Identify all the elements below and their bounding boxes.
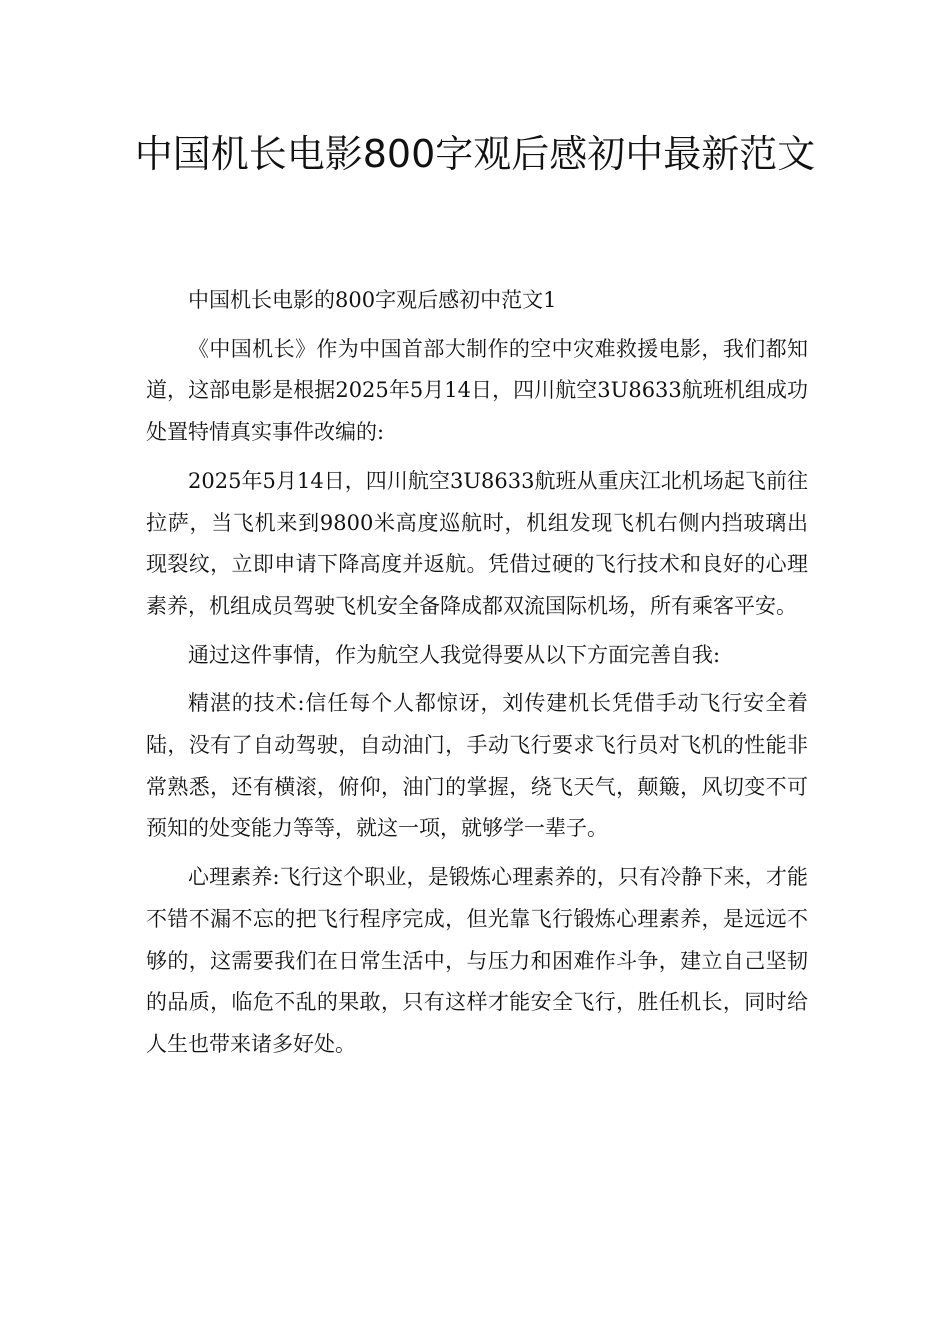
document-body: [146, 280, 808, 1073]
paragraph-heading: 中国机长电影的800字观后感初中范文1: [188, 288, 557, 312]
document-title: 中国机长电影800字观后感初中最新范文: [134, 132, 816, 176]
paragraph: 《中国机长》作为中国首部大制作的空中灾难救援电影，我们都知道，这部电影是根据2025年5月14日，四川航空3U8633航班机组成功处置特情真实事件改编的:: [146, 336, 808, 445]
paragraph: 精湛的技术:信任每个人都惊讶，刘传建机长凭借手动飞行安全着陆，没有了自动驾驶，自动油门，手动飞行要求飞行员对飞机的性能非常熟悉，还有横滚，俯仰，油门的掌握，绕飞天气，颠簸，风切变不可预知的处变能力等等，就这一项，就够学一辈子。: [146, 691, 808, 841]
paragraph: 2025年5月14日，四川航空3U8633航班从重庆江北机场起飞前往拉萨，当飞机来到9800米高度巡航时，机组发现飞机右侧内挡玻璃出现裂纹，立即申请下降高度并返航。凭借过硬的飞行技术和良好的心理素养，机组成员驾驶飞机安全备降成都双流国际机场，所有乘客平安。: [146, 468, 808, 618]
paragraph: 心理素养:飞行这个职业，是锻炼心理素养的，只有冷静下来，才能不错不漏不忘的把飞行程序完成，但光靠飞行锻炼心理素养，是远远不够的，这需要我们在日常生活中，与压力和困难作斗争，建立自己坚韧的品质，临危不乱的果敢，只有这样才能安全飞行，胜任机长，同时给人生也带来诸多好处。: [146, 865, 808, 1056]
paragraph: 通过这件事情，作为航空人我觉得要从以下方面完善自我:: [188, 642, 721, 667]
